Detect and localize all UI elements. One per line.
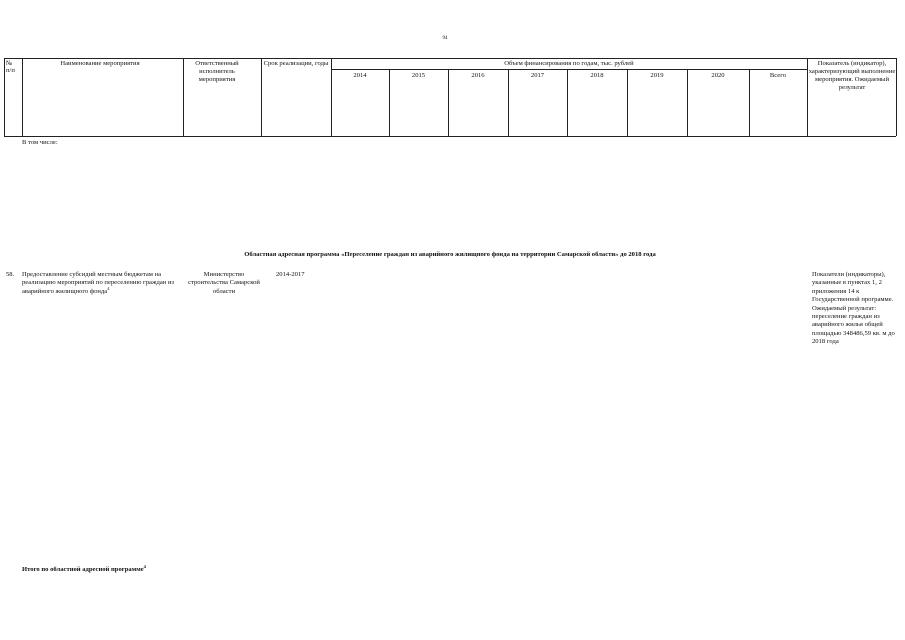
header-bottom-rule <box>4 136 896 137</box>
header-column-rule <box>183 58 184 136</box>
header-indicator: Показатель (индикатор), характеризующий выполнение мероприятия. Ожидаемый результат <box>808 60 896 91</box>
header-column-rule <box>896 58 897 136</box>
item58-indicator: Показатели (индикаторы), указанные в пунктах 1, 2 приложения 14 к Государственной программе. Ожидаемый результат: переселение граждан из аварийного жилья общей площадью 348486,59 кв. м до 2018 года <box>812 271 895 346</box>
header-period: Срок реализации, годы <box>263 60 329 67</box>
year-header: 2017 <box>530 72 545 79</box>
item58-name-sup: 4 <box>107 285 110 291</box>
year-header: 2019 <box>650 72 664 79</box>
item58-name <box>22 271 182 296</box>
header-name: Наименование мероприятия <box>60 60 140 67</box>
header-column-rule <box>4 58 5 136</box>
item58-executor: Министерство строительства Самарской области <box>188 271 260 295</box>
item58-name-text: Предоставление субсидий местным бюджетам на реализацию мероприятий по переселению граждан из аварийного жилищного фонда <box>22 271 175 295</box>
item58-num: 58. <box>6 271 15 278</box>
item58-period: 2014-2017 <box>276 271 305 278</box>
header-executor: Ответственный исполнитель мероприятия <box>195 60 239 83</box>
total-label-sup: 4 <box>143 563 146 569</box>
section-title: Областная адресная программа «Переселение граждан из аварийного жилищного фонда на территории Самарской области» до 2018 года <box>244 251 656 258</box>
top-vtom-label: В том числе: <box>22 139 58 146</box>
header-column-rule <box>22 58 23 136</box>
year-header: 2015 <box>411 72 426 79</box>
year-header: 2014 <box>353 72 367 79</box>
total-label <box>22 563 172 574</box>
total-label-text: Итого по областной адресной программе <box>22 566 144 573</box>
header-column-rule <box>261 58 262 136</box>
page-number: 94 <box>442 36 448 41</box>
year-header: 2018 <box>590 72 604 79</box>
year-header: 2016 <box>471 72 485 79</box>
year-header: Всего <box>769 72 787 79</box>
header-column-rule <box>331 58 332 136</box>
header-top-rule <box>4 58 896 59</box>
header-num-text: № п/п <box>6 60 15 74</box>
year-header: 2020 <box>711 72 725 79</box>
header-funding: Объем финансирования по годам, тыс. рублей <box>504 60 634 67</box>
header-num <box>6 60 20 74</box>
header-mid-rule <box>331 69 807 70</box>
